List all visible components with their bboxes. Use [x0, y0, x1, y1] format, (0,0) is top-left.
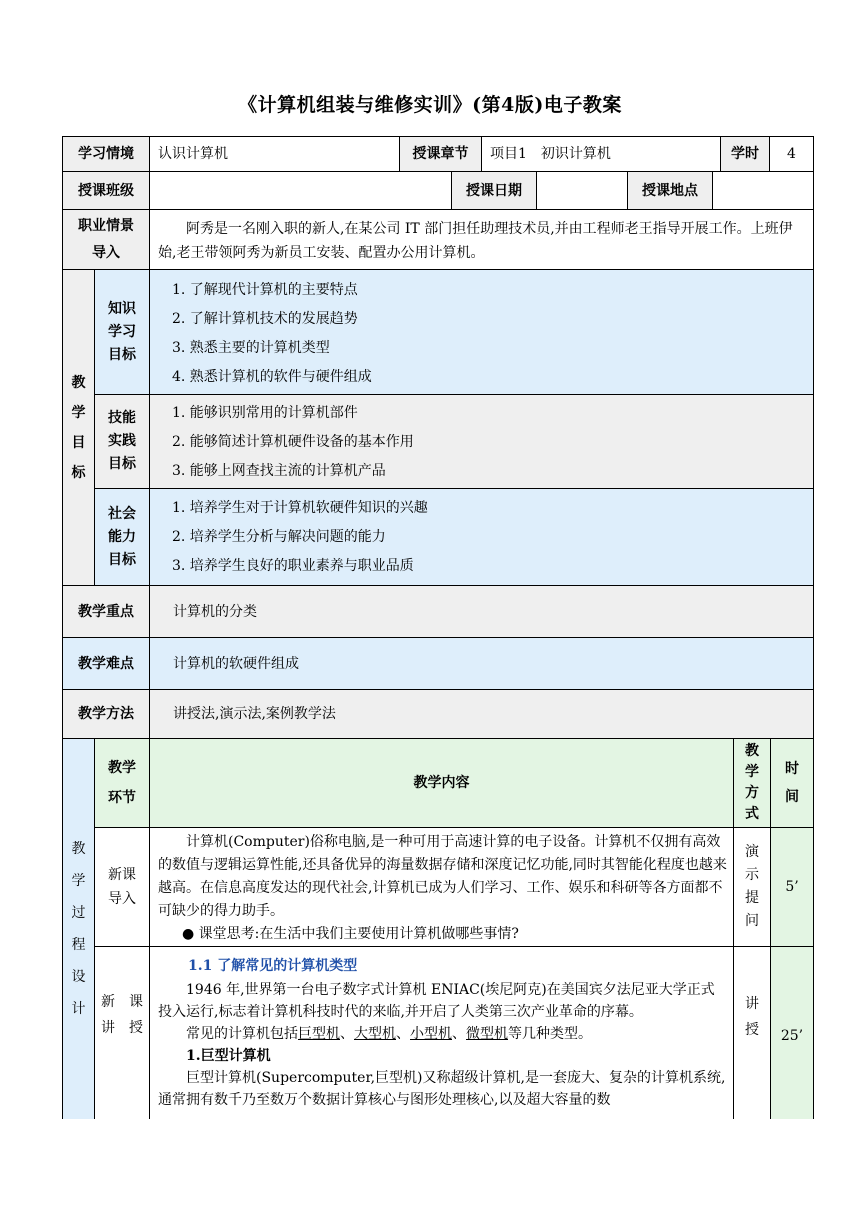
list-item: 1. 了解现代计算机的主要特点 — [172, 282, 358, 298]
intro-paragraph: 计算机(Computer)俗称电脑,是一种可用于高速计算的电子设备。计算机不仅拥有高效的数值与逻辑运算性能,还具备优异的海量数据存储和深度记忆功能,同时其智能化程度也越来越高。在信息高度发达的现代社会,计算机已成为人们学习、工作、娱乐和科研等各方面都不可缺少的得力助手。 — [158, 834, 727, 919]
intro-stage-line2: 导入 — [108, 891, 136, 907]
separator: 、 — [340, 1026, 354, 1042]
type-mainframe: 大型机 — [354, 1026, 396, 1042]
location-label: 授课地点 — [627, 171, 713, 210]
method-value: 讲授法,演示法,案例教学法 — [149, 689, 814, 739]
document-title: 《计算机组装与维修实训》(第4版)电子教案 — [238, 94, 622, 116]
method-label: 教学方法 — [62, 689, 150, 739]
types-intro-text: 常见的计算机包括 — [186, 1026, 298, 1042]
list-item: 2. 能够简述计算机硬件设备的基本作用 — [172, 434, 414, 450]
goals-char-1: 教 — [71, 374, 86, 391]
difficulty-label: 教学难点 — [62, 637, 150, 690]
skills-label-line2: 实践 — [108, 433, 136, 449]
intro-method-char-2: 示 — [745, 867, 759, 883]
intro-stage-line1: 新课 — [108, 867, 136, 883]
knowledge-goals-label — [94, 269, 150, 395]
chapter-label: 授课章节 — [399, 136, 482, 172]
intro-method-char-3: 提 — [745, 890, 759, 906]
career-scenario-label — [62, 209, 150, 270]
list-item: 3. 培养学生良好的职业素养与职业品质 — [172, 558, 414, 574]
lecture-method-char-1: 讲 — [745, 996, 759, 1012]
knowledge-label-line3: 目标 — [108, 346, 136, 363]
class-label: 授课班级 — [62, 171, 150, 210]
learning-situation-value: 认识计算机 — [149, 136, 400, 172]
key-point-value: 计算机的分类 — [149, 585, 814, 638]
time-header — [770, 738, 814, 828]
intro-content — [149, 827, 734, 947]
teaching-process-label — [62, 738, 95, 1119]
process-char-4: 程 — [71, 937, 86, 953]
career-scenario-paragraph: 阿秀是一名刚入职的新人,在某公司 IT 部门担任助理技术员,并由工程师老王指导开展工作。上班伊始,老王带领阿秀为新员工安装、配置办公用计算机。 — [158, 221, 793, 261]
career-scenario-label-line1: 职业情景 — [78, 217, 134, 234]
time-header-char-1: 时 — [785, 761, 799, 777]
intro-method — [733, 827, 771, 947]
social-label-line2: 能力 — [108, 528, 136, 545]
lecture-paragraph-1: 1946 年,世界第一台电子数字式计算机 ENIAC(埃尼阿克)在美国宾夕法尼亚大学正式投入运行,标志着计算机科技时代的来临,并开启了人类第三次产业革命的序幕。 — [158, 982, 715, 1020]
type-supercomputer: 巨型机 — [298, 1026, 340, 1042]
intro-method-char-1: 演 — [745, 844, 759, 860]
key-point-label: 教学重点 — [62, 585, 150, 638]
subheading-supercomputer: 1.巨型计算机 — [186, 1048, 271, 1064]
lecture-method — [733, 946, 771, 1119]
intro-method-char-4: 问 — [745, 913, 759, 929]
stage-header-line1: 教学 — [108, 760, 136, 776]
lecture-method-char-2: 授 — [745, 1022, 759, 1038]
knowledge-goals-list — [149, 269, 814, 395]
lecture-content — [149, 946, 734, 1119]
method-header-char-3: 方 — [745, 785, 759, 801]
social-label-line1: 社会 — [108, 505, 136, 522]
separator: 、 — [396, 1026, 410, 1042]
method-header — [733, 738, 771, 828]
method-header-char-2: 学 — [745, 764, 759, 780]
lecture-stage-label — [94, 946, 150, 1119]
type-minicomputer: 小型机 — [410, 1026, 452, 1042]
career-scenario-label-line2: 导入 — [92, 244, 120, 261]
separator: 、 — [452, 1026, 466, 1042]
teaching-goals-label — [62, 269, 95, 586]
time-header-char-2: 间 — [785, 789, 799, 805]
method-header-char-1: 教 — [745, 743, 759, 759]
skills-label-line3: 目标 — [108, 456, 136, 472]
stage-header-line2: 环节 — [108, 790, 136, 806]
process-char-6: 计 — [71, 1001, 86, 1017]
chapter-value: 项目1 初识计算机 — [481, 136, 721, 172]
intro-time: 5’ — [770, 827, 814, 947]
social-goals-list — [149, 488, 814, 586]
learning-situation-label: 学习情境 — [62, 136, 150, 172]
types-outro-text: 等几种类型。 — [508, 1026, 592, 1042]
section-heading: 1.1 了解常见的计算机类型 — [188, 958, 358, 974]
lecture-paragraph-3: 巨型计算机(Supercomputer,巨型机)又称超级计算机,是一套庞大、复杂的计算机系统,通常拥有数千乃至数万个数据计算核心与图形处理核心,以及超大容量的数 — [158, 1070, 726, 1108]
lecture-stage-line2: 讲 授 — [101, 1020, 143, 1036]
process-char-3: 过 — [71, 905, 86, 921]
process-char-1: 教 — [71, 841, 86, 857]
intro-stage-label — [94, 827, 150, 947]
knowledge-label-line1: 知识 — [108, 300, 136, 317]
class-value — [149, 171, 452, 210]
goals-char-4: 标 — [71, 464, 86, 481]
list-item: 2. 培养学生分析与解决问题的能力 — [172, 529, 386, 545]
skills-goals-label — [94, 394, 150, 489]
knowledge-label-line2: 学习 — [108, 323, 136, 340]
list-item: 1. 培养学生对于计算机软硬件知识的兴趣 — [172, 500, 428, 516]
intro-bullet: ● 课堂思考:在生活中我们主要使用计算机做哪些事情? — [182, 926, 519, 942]
goals-char-2: 学 — [71, 404, 86, 421]
goals-char-3: 目 — [71, 434, 86, 451]
list-item: 3. 能够上网查找主流的计算机产品 — [172, 463, 386, 479]
list-item: 4. 熟悉计算机的软件与硬件组成 — [172, 369, 372, 385]
location-value — [712, 171, 814, 210]
stage-header — [94, 738, 150, 828]
difficulty-value: 计算机的软硬件组成 — [149, 637, 814, 690]
hours-value: 4 — [769, 136, 814, 172]
date-label: 授课日期 — [451, 171, 537, 210]
date-value — [536, 171, 628, 210]
process-char-2: 学 — [71, 873, 86, 889]
list-item: 3. 熟悉主要的计算机类型 — [172, 340, 330, 356]
lecture-paragraph-2 — [158, 1023, 727, 1045]
hours-label: 学时 — [720, 136, 770, 172]
lecture-time: 25’ — [770, 946, 814, 1119]
content-header: 教学内容 — [149, 738, 734, 828]
career-scenario-text — [149, 209, 814, 270]
social-label-line3: 目标 — [108, 551, 136, 568]
type-microcomputer: 微型机 — [466, 1026, 508, 1042]
process-char-5: 设 — [71, 969, 86, 985]
social-goals-label — [94, 488, 150, 586]
list-item: 1. 能够识别常用的计算机部件 — [172, 405, 358, 421]
skills-label-line1: 技能 — [108, 410, 136, 426]
skills-goals-list — [149, 394, 814, 489]
method-header-char-4: 式 — [745, 806, 759, 822]
lecture-stage-line1: 新 课 — [101, 994, 143, 1010]
list-item: 2. 了解计算机技术的发展趋势 — [172, 311, 358, 327]
